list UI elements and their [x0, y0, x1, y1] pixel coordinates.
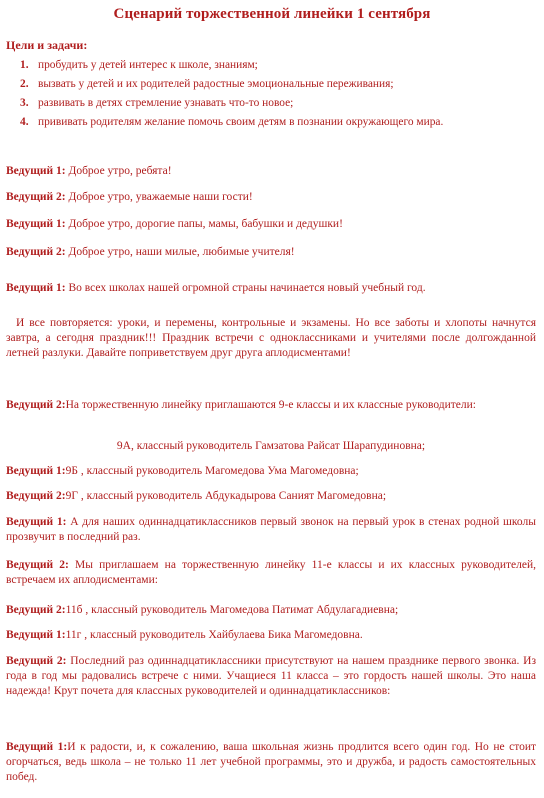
- speaker-label: Ведущий 1:: [6, 282, 66, 294]
- dialogue-line: [6, 217, 536, 232]
- line-text: И все повторяется: уроки, и перемены, контрольные и экзамены. Но все заботы и хлопоты начнутся завтра, а сегодня праздник!!! Праздник встречи с одноклассниками и учителями после долгожданной летней разлуки. Давайте поприветствуем друг друга аплодисментами!: [6, 317, 536, 359]
- line-text: 11г , классный руководитель Хайбулаева Бика Магомедовна.: [65, 629, 363, 641]
- goal-number: 1.: [20, 59, 29, 71]
- goal-number: 4.: [20, 116, 29, 128]
- dialogue-line: [6, 398, 536, 413]
- speaker-label: Ведущий 2:: [6, 655, 67, 667]
- line-text: И к радости, и, к сожалению, ваша школьная жизнь продлится всего один год. Но не стоит огорчаться, ведь школа – не только 11 лет учебной программы, это и дружба, и радость самостоятельных побед.: [6, 741, 536, 783]
- goal-number: 2.: [20, 78, 29, 90]
- class-line: [6, 439, 536, 454]
- line-text: 11б , классный руководитель Магомедова Патимат Абдулагадиевна;: [65, 604, 399, 616]
- goal-item: [20, 96, 530, 110]
- goal-text: пробудить у детей интерес к школе, знаниям;: [38, 59, 258, 71]
- dialogue-line: [6, 515, 536, 545]
- line-text: Последний раз одиннадцатиклассники присутствуют на нашем празднике первого звонка. Из года в год мы радовались встрече с ними. Учащиеся 11 класса – это гордость нашей школы. Это наша надежда! Крут почета для классных руководителей и одиннадцатиклассников:: [6, 655, 536, 697]
- dialogue-line: [6, 464, 536, 479]
- line-text: На торжественную линейку приглашаются 9-е классы и их классные руководители:: [65, 399, 476, 411]
- speaker-label: Ведущий 1:: [6, 165, 66, 177]
- speaker-label: Ведущий 2:: [6, 490, 66, 502]
- line-text: Доброе утро, уважаемые наши гости!: [65, 191, 253, 203]
- line-text: Доброе утро, ребята!: [65, 165, 172, 177]
- speaker-label: Ведущий 1:: [6, 516, 67, 528]
- document-title: Сценарий торжественной линейки 1 сентября: [113, 6, 431, 22]
- speaker-label: Ведущий 2:: [6, 559, 69, 571]
- speaker-label: Ведущий 1:: [6, 741, 68, 753]
- dialogue-line: [6, 558, 536, 588]
- dialogue-line: [6, 740, 536, 785]
- line-text: 9Г , классный руководитель Абдукадырова Саният Магомедовна;: [65, 490, 387, 502]
- goal-text: развивать в детях стремление узнавать что-то новое;: [38, 97, 294, 109]
- goal-item: [20, 58, 530, 72]
- goal-item: [20, 115, 530, 129]
- line-text: 9А, классный руководитель Гамзатова Райсат Шарапудиновна;: [116, 440, 426, 452]
- goals-heading: Цели и задачи:: [6, 38, 88, 52]
- speaker-label: Ведущий 2:: [6, 246, 66, 258]
- speaker-label: Ведущий 1:: [6, 629, 66, 641]
- dialogue-line: [6, 489, 536, 504]
- speaker-label: Ведущий 1:: [6, 218, 66, 230]
- dialogue-line: [6, 654, 536, 699]
- paragraph: [6, 316, 536, 361]
- speaker-label: Ведущий 2:: [6, 399, 66, 411]
- line-text: Мы приглашаем на торжественную линейку 11-е классы и их классных руководителей, встречаем их аплодисментами:: [6, 559, 537, 586]
- speaker-label: Ведущий 2:: [6, 604, 66, 616]
- dialogue-line: [6, 628, 536, 643]
- dialogue-line: [6, 281, 536, 296]
- dialogue-line: [6, 245, 536, 260]
- goal-number: 3.: [20, 97, 29, 109]
- line-text: Во всех школах нашей огромной страны начинается новый учебный год.: [65, 282, 426, 294]
- dialogue-line: [6, 603, 536, 618]
- line-text: Доброе утро, наши милые, любимые учителя!: [65, 246, 295, 258]
- goal-text: вызвать у детей и их родителей радостные эмоциональные переживания;: [38, 78, 394, 90]
- line-text: Доброе утро, дорогие папы, мамы, бабушки и дедушки!: [65, 218, 343, 230]
- dialogue-line: [6, 164, 536, 179]
- line-text: А для наших одиннадцатиклассников первый звонок на первый урок в стенах родной школы прозвучит в последний раз.: [6, 516, 536, 543]
- speaker-label: Ведущий 1:: [6, 465, 66, 477]
- goal-text: прививать родителям желание помочь своим детям в познании окружающего мира.: [38, 116, 444, 128]
- goal-item: [20, 77, 530, 91]
- line-text: 9Б , классный руководитель Магомедова Ума Магомедовна;: [65, 465, 359, 477]
- dialogue-line: [6, 190, 536, 205]
- speaker-label: Ведущий 2:: [6, 191, 66, 203]
